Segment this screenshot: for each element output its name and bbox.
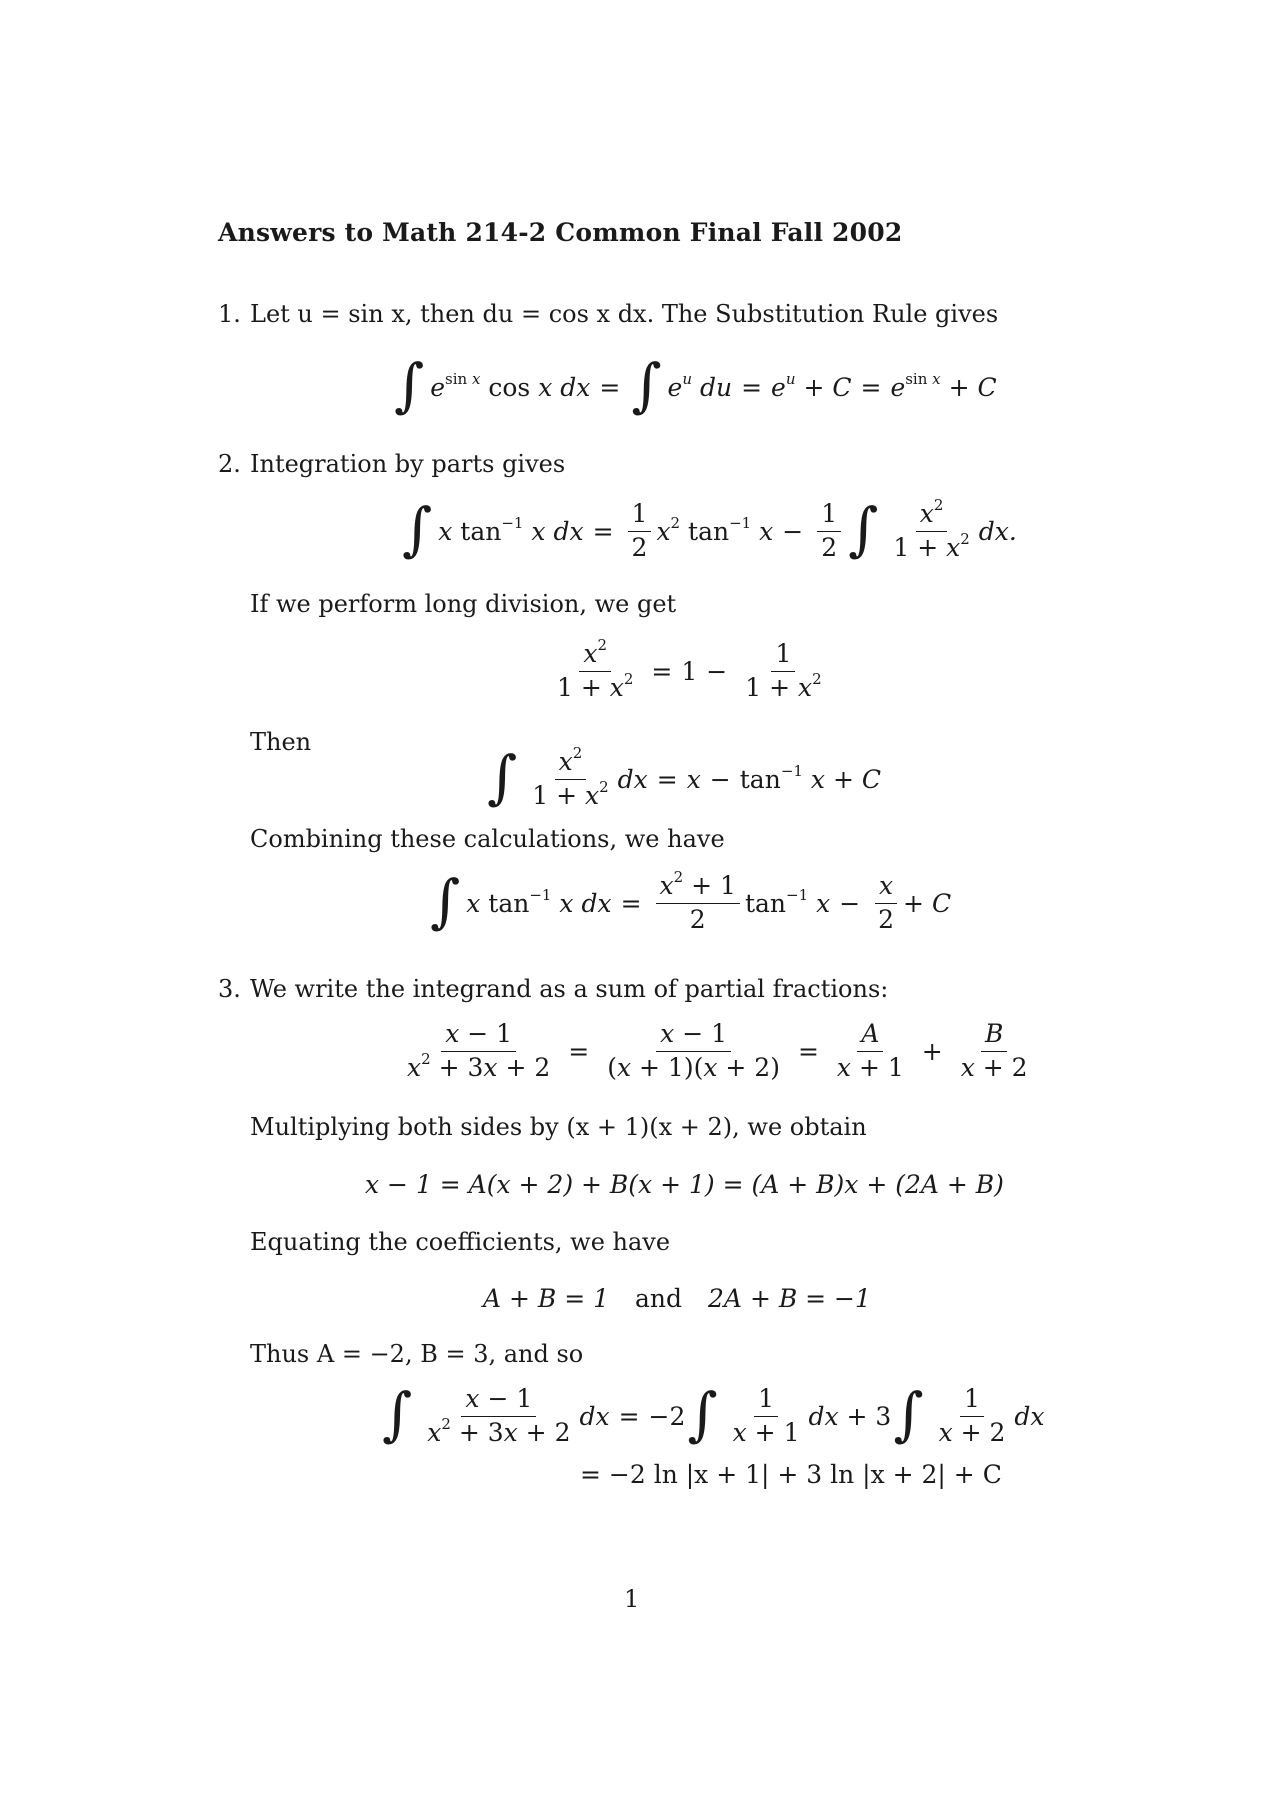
system-equation-2: 2A + B = −1: [708, 1284, 871, 1313]
equation-1: ∫ $e^{sin x}$ cos x dx = ∫ $e^u$ du = $e^u + C$ = $e^{sin x} + C$: [394, 351, 997, 419]
problem-2-text: Integration by parts gives: [250, 450, 566, 478]
equation-3-integral: ∫ $\frac{x - 1}{x^2 + 3x + 2}$ dx = −2 ∫ $\frac{1}{x + 1}$ dx + 3 ∫ $\frac{1}{x + 2}$ dx: [382, 1380, 1045, 1449]
item-number-1: 1.: [218, 300, 241, 328]
equation-2-parts: ∫ x $\tan^{-1} x$ dx = $\frac{1}{2}$ $x^2$ $\tan^{-1} x$ − $\frac{1}{2}$ ∫ $\frac{x^2}{1 + x^2}$ dx.: [402, 495, 1017, 564]
thus-text: Thus A = −2, B = 3, and so: [250, 1340, 584, 1368]
multiplying-text: Multiplying both sides by (x + 1)(x + 2), we obtain: [250, 1113, 867, 1141]
system-and: and: [635, 1284, 683, 1313]
page-number: 1: [624, 1585, 640, 1613]
equation-3-system: [483, 1284, 871, 1313]
system-equation-1: A + B = 1: [483, 1284, 610, 1313]
long-division-text: If we perform long division, we get: [250, 590, 677, 618]
equating-text: Equating the coefficients, we have: [250, 1228, 671, 1256]
equation-3-partial-fractions: $\frac{x - 1}{x^2 + 3x + 2}$ = $\frac{x - 1}{(x + 1)(x + 2)}$ = $\frac{A}{x + 1}$ + $\frac{B}{x + 2}$: [407, 1019, 1028, 1082]
problem-1-text: Let u = sin x, then du = cos x dx. The Substitution Rule gives: [250, 300, 999, 328]
combining-text: Combining these calculations, we have: [250, 825, 725, 853]
page-title: Answers to Math 214-2 Common Final Fall 2002: [218, 218, 903, 247]
item-number-2: 2.: [218, 450, 241, 478]
equation-2-division: $\frac{x^2}{1 + x^2}$ = 1 − $\frac{1}{1 + x^2}$: [557, 636, 822, 702]
equation-3-expansion: x − 1 = A(x + 2) + B(x + 1) = (A + B)x + (2A + B): [365, 1170, 1004, 1199]
problem-3-text: We write the integrand as a sum of partial fractions:: [250, 975, 889, 1003]
then-text: Then: [250, 728, 312, 756]
item-number-3: 3.: [218, 975, 241, 1003]
equation-2-then: ∫ $\frac{x^2}{1 + x^2}$ dx = x − $\tan^{-1} x + C$: [487, 743, 881, 812]
equation-3-final: = −2 ln |x + 1| + 3 ln |x + 2| + C: [580, 1460, 1002, 1489]
equation-2-result: ∫ x $\tan^{-1} x$ dx = $\frac{x^2 + 1}{2}$ $\tan^{-1} x$ − $\frac{x}{2}$ + C: [430, 867, 952, 936]
